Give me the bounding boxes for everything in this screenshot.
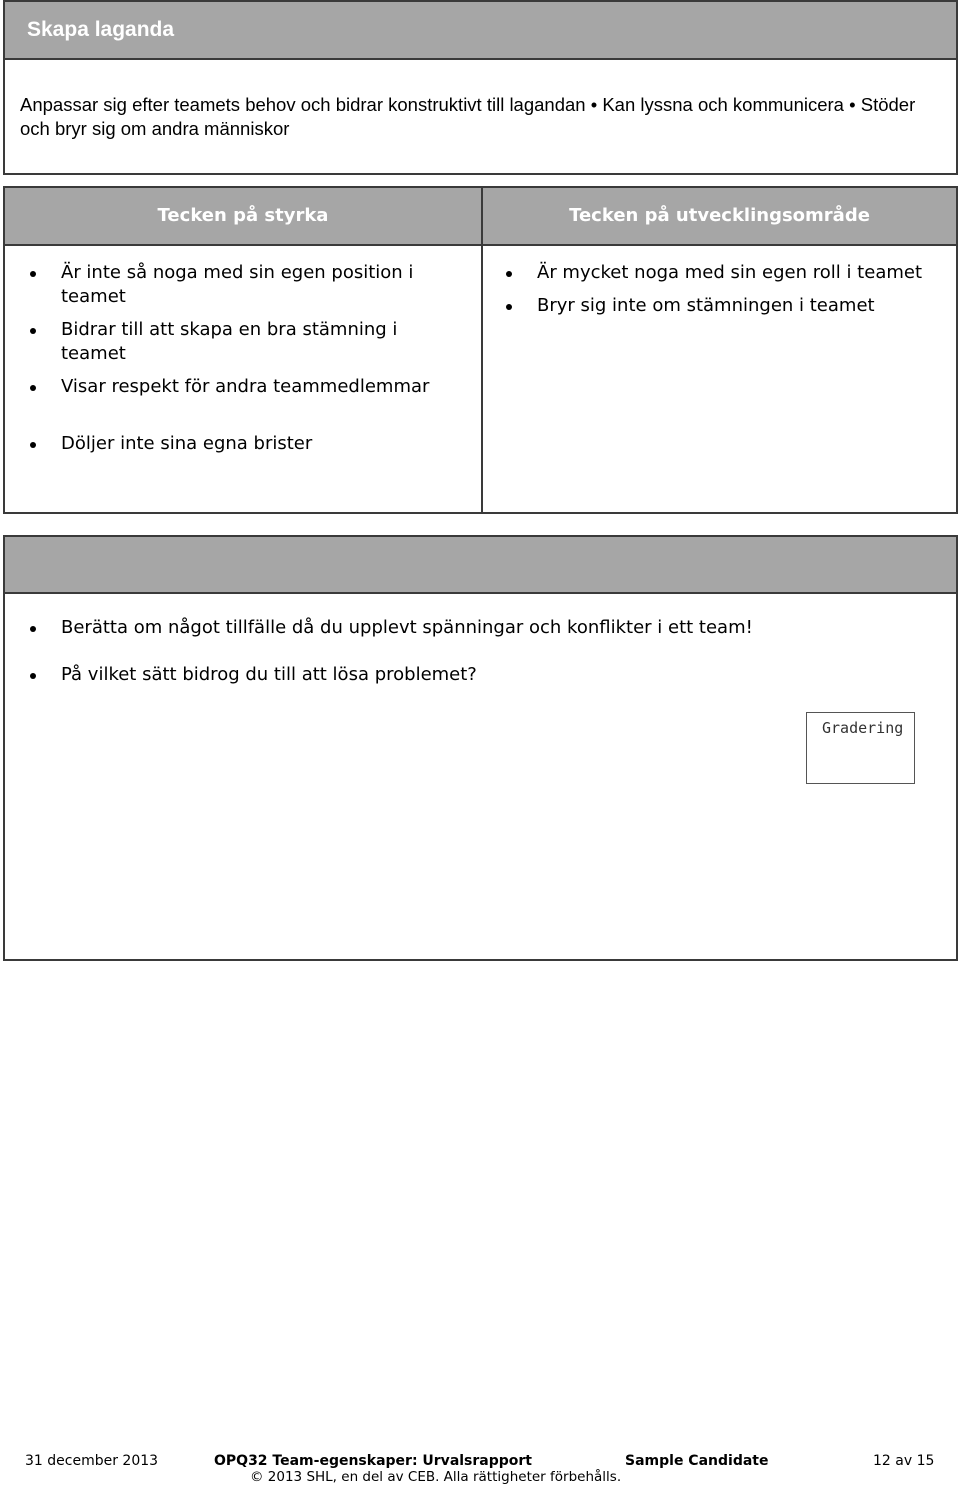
grading-field[interactable] xyxy=(806,712,915,784)
list-item: Bryr sig inte om stämningen i teamet xyxy=(503,294,943,318)
list-item: Döljer inte sina egna brister xyxy=(27,432,467,456)
strengths-list xyxy=(27,261,467,456)
footer-copyright: © 2013 SHL, en del av CEB. Alla rättigheter förbehålls. xyxy=(250,1469,622,1485)
competency-header xyxy=(5,2,956,60)
list-item: På vilket sätt bidrog du till att lösa problemet? xyxy=(27,663,927,687)
competency-description: Anpassar sig efter teamets behov och bidrar konstruktivt till lagandan • Kan lyssna och kommunicera • Stöder och bryr sig om andra människor xyxy=(20,94,916,139)
footer-page-number: 12 av 15 xyxy=(873,1453,935,1469)
footer-date: 31 december 2013 xyxy=(25,1453,159,1469)
list-item: Bidrar till att skapa en bra stämning i teamet xyxy=(27,318,467,366)
footer-candidate: Sample Candidate xyxy=(625,1453,769,1469)
questions-header xyxy=(5,537,956,594)
list-item: Berätta om något tillfälle då du upplevt spänningar och konflikter i ett team! xyxy=(27,616,927,640)
strengths-header: Tecken på styrka xyxy=(157,205,329,226)
competency-box xyxy=(3,0,958,175)
grading-label: Gradering xyxy=(822,719,904,737)
development-list xyxy=(503,261,943,318)
footer-report-title: OPQ32 Team-egenskaper: Urvalsrapport xyxy=(214,1453,533,1469)
competency-title: Skapa laganda xyxy=(27,18,175,41)
list-item: Visar respekt för andra teammedlemmar xyxy=(27,375,467,399)
list-item: Är inte så noga med sin egen position i teamet xyxy=(27,261,467,309)
questions-list xyxy=(27,616,927,687)
development-header: Tecken på utvecklingsområde xyxy=(569,205,870,226)
list-item: Är mycket noga med sin egen roll i teamet xyxy=(503,261,943,285)
